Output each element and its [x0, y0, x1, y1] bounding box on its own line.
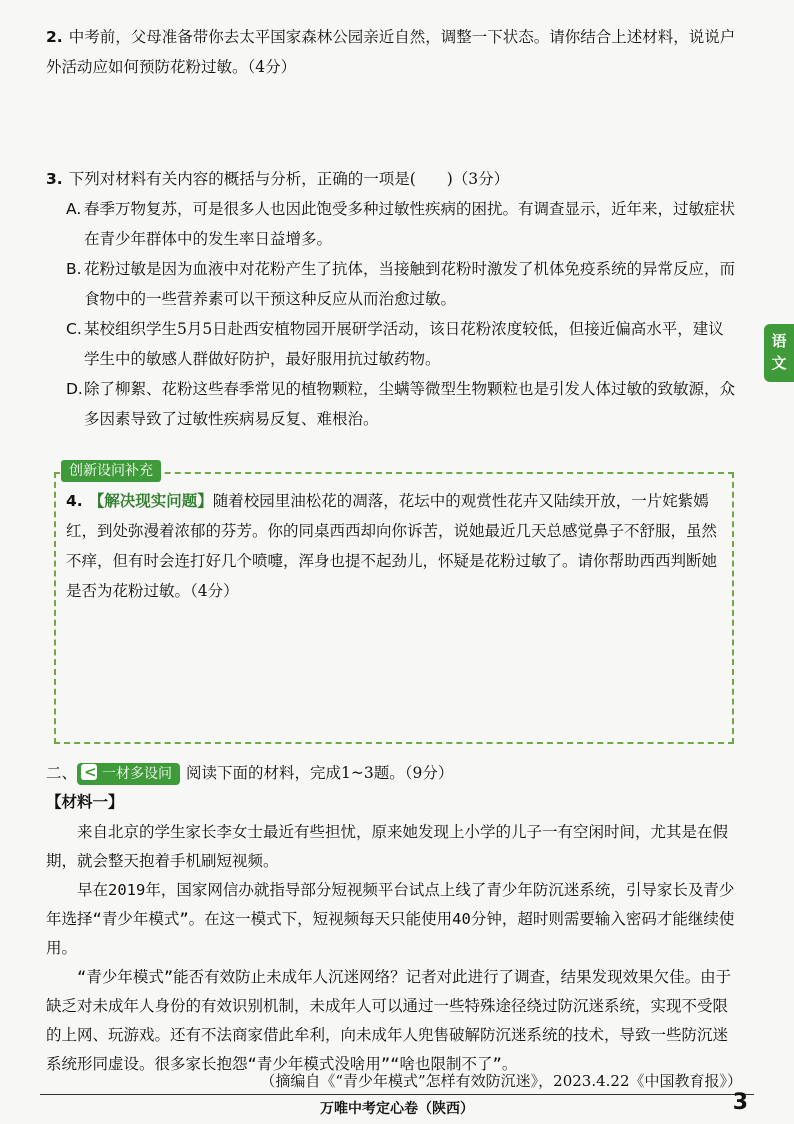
side-tab-char: 语: [771, 332, 787, 350]
section-badge: [77, 763, 180, 785]
option-text: 花粉过敏是因为血液中对花粉产生了抗体，当接触到花粉时激发了机体免疫系统的异常反应，而食物中的一些营养素可以干预这种反应从而治愈过敏。: [84, 260, 736, 308]
question-text: 随着校园里油松花的凋落，花坛中的观赏性花卉又陆续开放，一片姹紫嫣红，到处弥漫着浓郁的芬芳。你的同桌西西却向你诉苦，说她最近几天总感觉鼻子不舒服，虽然不痒，但有时会连打好几个喷嚏，浑身也提不起劲儿，怀疑是花粉过敏了。请你帮助西西判断她是否为花粉过敏。（4分）: [66, 492, 718, 600]
material-heading: 【材料一】: [46, 793, 124, 811]
option-label: C.: [66, 320, 82, 338]
question-number: 3.: [46, 170, 63, 188]
option-label: A.: [66, 200, 82, 218]
share-icon: [81, 764, 97, 780]
question-stem: 下列对材料有关内容的概括与分析，正确的一项是( )（3分）: [68, 170, 510, 188]
question-number: 4.: [66, 492, 83, 510]
page-number: 3: [732, 1090, 748, 1115]
material-paragraph: 来自北京的学生家长李女士最近有些担忧，原来她发现上小学的儿子一有空闲时间，尤其是在假期，就会整天抱着手机刷短视频。: [46, 823, 729, 870]
question-text: 中考前，父母准备带你去太平国家森林公园亲近自然，调整一下状态。请你结合上述材料，说说户外活动应如何预防花粉过敏。（4分）: [46, 28, 736, 76]
question-type-tag: 【解决现实问题】: [88, 492, 213, 510]
side-tab-char: 文: [771, 354, 787, 372]
option-text: 某校组织学生5月5日赴西安植物园开展研学活动，该日花粉浓度较低，但接近偏高水平，建议学生中的敏感人群做好防护，最好服用抗过敏药物。: [84, 320, 724, 368]
option-a: [46, 194, 738, 254]
subject-side-tab: [764, 324, 794, 382]
section-instruction: 阅读下面的材料，完成1~3题。（9分）: [186, 764, 454, 782]
question-4: [66, 486, 726, 606]
option-text: 春季万物复苏，可是很多人也因此饱受多种过敏性疾病的困扰。有调查显示，近年来，过敏症状在青少年群体中的发生率日益增多。: [84, 200, 736, 248]
question-2: [46, 22, 738, 82]
question-number: 2.: [46, 28, 63, 46]
material-source: （摘编自《“青少年模式”怎样有效防沉迷》，2023.4.22《中国教育报》）: [260, 1072, 742, 1090]
option-label: D.: [66, 380, 83, 398]
supplement-box-tag: 创新设问补充: [61, 460, 161, 482]
section-badge-label: 一材多设问: [102, 766, 173, 782]
option-b: [46, 254, 738, 314]
option-label: B.: [66, 260, 82, 278]
question-3: [46, 164, 738, 434]
option-text: 除了柳絮、花粉这些春季常见的植物颗粒，尘螨等微型生物颗粒也是引发人体过敏的致敏源，众多因素导致了过敏性疾病易反复、难根治。: [84, 380, 736, 428]
option-c: [46, 314, 738, 374]
footer-divider: [40, 1094, 754, 1095]
material-paragraph: 早在2019年，国家网信办就指导部分短视频平台试点上线了青少年防沉迷系统，引导家长及青少年选择“青少年模式”。在这一模式下，短视频每天只能使用40分钟，超时则需要输入密码才能继续使用。: [46, 881, 735, 957]
material-paragraph: “青少年模式”能否有效防止未成年人沉迷网络？记者对此进行了调查，结果发现效果欠佳。由于缺乏对未成年人身份的有效识别机制，未成年人可以通过一些特殊途径绕过防沉迷系统，实现不受限的上网、玩游戏。还有不法商家借此牟利，向未成年人兜售破解防沉迷系统的技术，导致一些防沉迷系统形同虚设。很多家长抱怨“青少年模式没啥用”“啥也限制不了”。: [46, 968, 732, 1073]
option-d: [46, 374, 738, 434]
section-2-header: [46, 760, 453, 786]
footer-brand: 万唯中考定心卷（陕西）: [320, 1101, 474, 1117]
section-prefix: 二、: [46, 764, 78, 782]
